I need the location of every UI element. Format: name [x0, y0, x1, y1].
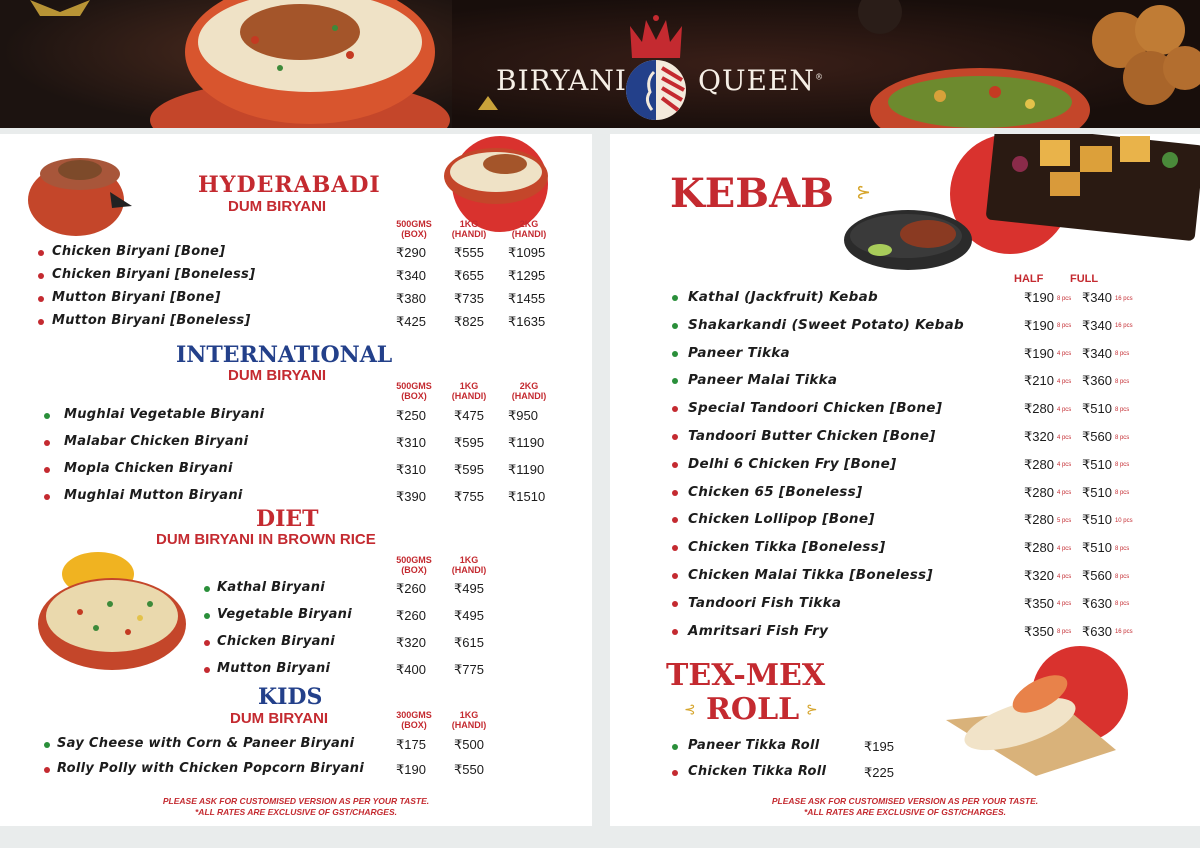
menu-item-price	[1082, 485, 1129, 501]
price-value: ₹350	[1024, 595, 1054, 611]
menu-item-price: ₹550	[454, 762, 484, 777]
piece-count: 4 pcs	[1056, 601, 1072, 608]
column-header-line: (HANDI)	[451, 229, 487, 239]
section-title-international: INTERNATIONAL	[176, 342, 393, 368]
nonveg-indicator-icon	[204, 640, 210, 646]
menu-item-price: ₹655	[454, 268, 484, 283]
section-title-diet: DIET	[256, 506, 319, 532]
menu-item-price: ₹1635	[508, 314, 546, 329]
menu-item-price: ₹225	[864, 765, 894, 780]
footnote-right	[610, 796, 1200, 818]
price-value: ₹340	[1082, 290, 1112, 305]
menu-item-price: ₹175	[396, 737, 426, 752]
piece-count: 5 pcs	[1056, 517, 1072, 524]
brand-name-right	[698, 64, 824, 97]
section-subtitle-international: DUM BIRYANI	[228, 367, 327, 384]
menu-item-name: Chicken Tikka [Boneless]	[688, 539, 886, 556]
column-header-line: 2KG	[519, 219, 539, 229]
menu-item[interactable]	[610, 595, 1200, 615]
right-food-images	[610, 134, 1200, 826]
menu-item-name: Chicken Biryani	[217, 634, 335, 649]
section-subtitle-hyderabadi: DUM BIRYANI	[228, 198, 327, 215]
footnote-left	[0, 796, 592, 818]
menu-item-price	[1024, 457, 1071, 473]
menu-item-price: ₹1190	[508, 435, 545, 450]
piece-count: 8 pcs	[1114, 378, 1130, 385]
piece-count: 8 pcs	[1114, 545, 1130, 552]
column-header	[389, 219, 439, 239]
menu-item-price: ₹950	[508, 408, 538, 423]
brand-name-left: BIRYANI	[496, 64, 627, 97]
nonveg-indicator-icon	[672, 434, 678, 440]
menu-item-price: ₹400	[396, 662, 426, 677]
menu-item-price: ₹1190	[508, 462, 545, 477]
menu-item-name: Paneer Tikka Roll	[688, 738, 820, 753]
menu-item-price: ₹260	[396, 608, 426, 623]
price-value: ₹280	[1024, 456, 1054, 472]
piece-count: 4 pcs	[1056, 573, 1072, 580]
menu-item-name: Amritsari Fish Fry	[688, 622, 829, 639]
menu-item[interactable]	[610, 623, 1200, 643]
menu-item-price: ₹1295	[508, 268, 546, 283]
menu-item-price: ₹595	[454, 462, 484, 477]
menu-item-price: ₹260	[396, 581, 426, 596]
menu-item-price	[1024, 401, 1071, 417]
veg-indicator-icon	[44, 413, 50, 419]
section-title-kids: KIDS	[258, 684, 323, 710]
menu-sheet-left	[0, 134, 592, 826]
menu-item-price	[1082, 346, 1129, 362]
menu-item-name: Tandoori Butter Chicken [Bone]	[688, 428, 936, 444]
menu-item-price: ₹495	[454, 581, 484, 596]
menu-item-name: Paneer Malai Tikka	[688, 372, 838, 389]
veg-indicator-icon	[204, 613, 210, 619]
price-value: ₹510	[1082, 401, 1112, 417]
nonveg-indicator-icon	[672, 406, 678, 412]
menu-item-price: ₹500	[454, 737, 484, 752]
nonveg-indicator-icon	[672, 770, 678, 776]
menu-item[interactable]	[0, 434, 592, 454]
menu-item[interactable]	[610, 764, 1200, 784]
menu-item-name: Mopla Chicken Biryani	[64, 461, 233, 476]
menu-item[interactable]	[0, 407, 592, 427]
footnote-gst: *ALL RATES ARE EXCLUSIVE OF GST/CHARGES.	[195, 807, 397, 817]
price-value: ₹190	[1024, 317, 1054, 333]
menu-item-name: Mughlai Vegetable Biryani	[64, 407, 265, 422]
menu-item-price	[1082, 457, 1129, 473]
menu-item-price: ₹1510	[508, 489, 546, 504]
piece-count: 8 pcs	[1056, 323, 1072, 330]
menu-item-price: ₹310	[396, 435, 426, 450]
nonveg-indicator-icon	[38, 273, 44, 279]
piece-count: 4 pcs	[1056, 406, 1072, 413]
menu-item-price	[1024, 429, 1071, 445]
price-value: ₹190	[1024, 345, 1054, 361]
price-value: ₹340	[1082, 317, 1112, 333]
menu-item[interactable]	[0, 634, 592, 654]
column-header-line: 1KG	[459, 381, 479, 391]
menu-item-price: ₹310	[396, 462, 426, 477]
price-value: ₹560	[1082, 568, 1112, 583]
menu-item[interactable]	[610, 317, 1200, 337]
menu-item[interactable]	[610, 567, 1200, 587]
menu-item-price: ₹615	[454, 635, 484, 650]
section-title-texmex-2: ROLL	[706, 692, 800, 727]
column-header-line: (HANDI)	[451, 391, 487, 401]
piece-count: 10 pcs	[1114, 517, 1133, 524]
menu-item-price	[1024, 568, 1071, 584]
veg-indicator-icon	[672, 323, 678, 329]
section-subtitle-kids: DUM BIRYANI	[230, 710, 329, 727]
menu-item[interactable]	[610, 289, 1200, 309]
menu-item-price: ₹595	[454, 435, 484, 450]
column-header-line: (HANDI)	[451, 565, 487, 575]
menu-item-name: Chicken Malai Tikka [Boneless]	[688, 567, 933, 583]
menu-item-price	[1082, 318, 1133, 334]
menu-item[interactable]	[610, 456, 1200, 476]
piece-count: 8 pcs	[1114, 490, 1130, 497]
menu-item[interactable]	[0, 290, 592, 310]
piece-count: 16 pcs	[1114, 629, 1133, 636]
piece-count: 8 pcs	[1114, 462, 1130, 469]
veg-indicator-icon	[672, 295, 678, 301]
menu-item[interactable]	[0, 736, 592, 756]
section-title-hyderabadi: HYDERABADI	[198, 172, 381, 198]
section-subtitle-diet: DUM BIRYANI IN BROWN RICE	[156, 531, 376, 548]
column-header-line: 500GMS	[396, 381, 432, 391]
menu-item-price	[1082, 290, 1133, 306]
menu-item-price	[1082, 624, 1133, 640]
nonveg-indicator-icon	[44, 440, 50, 446]
column-header	[504, 381, 554, 401]
menu-item-price	[1082, 568, 1129, 584]
nonveg-indicator-icon	[38, 250, 44, 256]
column-header-line: (BOX)	[401, 391, 427, 401]
menu-item-price: ₹320	[396, 635, 426, 650]
footnote-gst: *ALL RATES ARE EXCLUSIVE OF GST/CHARGES.	[804, 807, 1006, 817]
registered-mark: ®	[814, 72, 824, 82]
price-value: ₹630	[1082, 623, 1112, 639]
nonveg-indicator-icon	[38, 319, 44, 325]
menu-item-price: ₹775	[454, 662, 484, 677]
flourish-right-icon: ⊱	[806, 702, 818, 718]
nonveg-indicator-icon	[672, 462, 678, 468]
piece-count: 8 pcs	[1114, 601, 1130, 608]
menu-item-name: Shakarkandi (Sweet Potato) Kebab	[688, 316, 964, 333]
menu-item-price: ₹475	[454, 408, 484, 423]
column-header-line: 2KG	[519, 381, 539, 391]
nonveg-indicator-icon	[672, 517, 678, 523]
menu-item-name: Kathal (Jackfruit) Kebab	[688, 289, 878, 305]
menu-item-name: Special Tandoori Chicken [Bone]	[688, 400, 943, 417]
menu-item-price	[1024, 318, 1071, 334]
menu-item-price	[1082, 429, 1129, 445]
piece-count: 8 pcs	[1114, 573, 1130, 580]
piece-count: 8 pcs	[1114, 434, 1130, 441]
menu-item[interactable]	[610, 400, 1200, 420]
menu-item-price: ₹495	[454, 608, 484, 623]
menu-item-price: ₹425	[396, 314, 426, 329]
piece-count: 4 pcs	[1056, 462, 1072, 469]
nonveg-indicator-icon	[672, 490, 678, 496]
menu-item-price: ₹1455	[508, 291, 546, 306]
piece-count: 8 pcs	[1114, 406, 1130, 413]
nonveg-indicator-icon	[672, 629, 678, 635]
menu-item-name: Mughlai Mutton Biryani	[64, 488, 243, 503]
menu-item-price: ₹195	[864, 739, 894, 754]
menu-item[interactable]	[0, 580, 592, 600]
column-header-line: (BOX)	[401, 565, 427, 575]
column-header: FULL	[1070, 273, 1099, 285]
menu-item-price: ₹380	[396, 291, 426, 306]
menu-item-name: Kathal Biryani	[217, 580, 326, 595]
column-header-line: 500GMS	[396, 555, 432, 565]
menu-item-name: Chicken Biryani [Boneless]	[52, 267, 256, 282]
piece-count: 8 pcs	[1114, 351, 1130, 358]
price-value: ₹340	[1082, 345, 1112, 361]
piece-count: 4 pcs	[1056, 378, 1072, 385]
piece-count: 8 pcs	[1056, 295, 1072, 302]
nonveg-indicator-icon	[672, 601, 678, 607]
menu-item[interactable]	[0, 661, 592, 681]
flourish-icon: ⊱	[856, 182, 872, 203]
price-value: ₹510	[1082, 456, 1112, 472]
veg-indicator-icon	[672, 351, 678, 357]
menu-sheet-right	[610, 134, 1200, 826]
bottom-margin	[0, 826, 1200, 848]
column-header-line: 1KG	[459, 710, 479, 720]
menu-item-name: Chicken Biryani [Bone]	[52, 244, 226, 259]
menu-item-price: ₹1095	[508, 245, 546, 260]
column-header	[389, 381, 439, 401]
veg-indicator-icon	[672, 378, 678, 384]
menu-item-price: ₹190	[396, 762, 426, 777]
menu-item-price	[1024, 485, 1071, 501]
veg-indicator-icon	[672, 744, 678, 750]
menu-item-price: ₹390	[396, 489, 426, 504]
column-header-line: (HANDI)	[511, 229, 547, 239]
piece-count: 4 pcs	[1056, 351, 1072, 358]
piece-count: 4 pcs	[1056, 545, 1072, 552]
menu-item-price: ₹735	[454, 291, 484, 306]
veg-indicator-icon	[204, 586, 210, 592]
menu-item-price	[1024, 346, 1071, 362]
nonveg-indicator-icon	[672, 545, 678, 551]
price-value: ₹280	[1024, 512, 1054, 528]
menu-item-name: Mutton Biryani [Bone]	[52, 290, 221, 305]
menu-item-name: Tandoori Fish Tikka	[688, 594, 842, 611]
menu-item-name: Paneer Tikka	[688, 344, 790, 361]
menu-item[interactable]	[610, 372, 1200, 392]
menu-item[interactable]	[610, 511, 1200, 531]
column-header	[444, 219, 494, 239]
brand-crest-logo	[624, 14, 688, 122]
menu-item-price: ₹825	[454, 314, 484, 329]
menu-item-price: ₹290	[396, 245, 426, 260]
price-value: ₹320	[1024, 429, 1054, 444]
column-header-line: (HANDI)	[511, 391, 547, 401]
menu-item[interactable]	[610, 428, 1200, 448]
piece-count: 8 pcs	[1056, 629, 1072, 636]
nonveg-indicator-icon	[204, 667, 210, 673]
footnote-customise: PLEASE ASK FOR CUSTOMISED VERSION AS PER YOUR TASTE.	[162, 796, 430, 806]
header-banner	[0, 0, 1200, 128]
column-header	[504, 219, 554, 239]
menu-item-price	[1024, 373, 1071, 389]
menu-item[interactable]	[0, 313, 592, 333]
menu-item-price	[1024, 596, 1071, 612]
menu-item-price: ₹340	[396, 268, 426, 283]
price-value: ₹350	[1024, 623, 1054, 639]
menu-item-price	[1024, 624, 1071, 640]
piece-count: 4 pcs	[1056, 434, 1072, 441]
flourish-left-icon: ⊰	[684, 702, 696, 718]
menu-item-price: ₹250	[396, 408, 426, 423]
menu-item-price	[1082, 596, 1129, 612]
menu-item-price: ₹555	[454, 245, 484, 260]
price-value: ₹280	[1024, 401, 1054, 417]
menu-item[interactable]	[0, 488, 592, 508]
menu-item[interactable]	[610, 345, 1200, 365]
menu-item-name: Say Cheese with Corn & Paneer Biryani	[57, 736, 355, 751]
menu-item-price: ₹755	[454, 489, 484, 504]
price-value: ₹510	[1082, 540, 1112, 556]
section-title-texmex-1: TEX-MEX	[666, 658, 826, 693]
menu-item-name: Delhi 6 Chicken Fry [Bone]	[688, 455, 897, 472]
menu-item-price	[1024, 512, 1071, 528]
menu-item-name: Chicken 65 [Boneless]	[688, 483, 863, 500]
menu-item[interactable]	[0, 461, 592, 481]
column-header	[444, 555, 494, 575]
piece-count: 16 pcs	[1114, 323, 1133, 330]
column-header-line: (HANDI)	[451, 720, 487, 730]
column-header-line: 300GMS	[396, 710, 432, 720]
column-header	[444, 710, 494, 730]
column-header-line: 1KG	[459, 219, 479, 229]
nonveg-indicator-icon	[44, 467, 50, 473]
menu-item-price	[1082, 540, 1129, 556]
menu-item-price	[1024, 540, 1071, 556]
price-value: ₹360	[1082, 373, 1112, 389]
nonveg-indicator-icon	[44, 767, 50, 773]
price-value: ₹510	[1082, 512, 1112, 528]
menu-item[interactable]	[610, 539, 1200, 559]
price-value: ₹510	[1082, 484, 1112, 500]
price-value: ₹190	[1024, 290, 1054, 305]
section-title-kebab: KEBAB	[670, 170, 834, 217]
price-value: ₹280	[1024, 484, 1054, 500]
column-header	[389, 555, 439, 575]
piece-count: 16 pcs	[1114, 295, 1133, 302]
column-header	[444, 381, 494, 401]
menu-item[interactable]	[0, 267, 592, 287]
column-header-line: 500GMS	[396, 219, 432, 229]
menu-item-name: Vegetable Biryani	[217, 607, 352, 622]
menu-item-price	[1082, 401, 1129, 417]
price-value: ₹320	[1024, 568, 1054, 583]
menu-item-name: Chicken Tikka Roll	[688, 764, 827, 779]
menu-item-price	[1082, 373, 1129, 389]
column-header-line: (BOX)	[401, 720, 427, 730]
nonveg-indicator-icon	[672, 573, 678, 579]
menu-item[interactable]	[610, 738, 1200, 758]
column-header: HALF	[1014, 273, 1044, 285]
price-value: ₹630	[1082, 595, 1112, 611]
menu-item[interactable]	[0, 607, 592, 627]
price-value: ₹280	[1024, 540, 1054, 556]
menu-item-price	[1082, 512, 1133, 528]
menu-item-name: Mutton Biryani [Boneless]	[52, 313, 251, 328]
menu-item-name: Malabar Chicken Biryani	[64, 434, 249, 449]
price-value: ₹560	[1082, 429, 1112, 444]
piece-count: 4 pcs	[1056, 490, 1072, 497]
menu-item-name: Chicken Lollipop [Bone]	[688, 511, 875, 528]
menu-item-name: Mutton Biryani	[217, 661, 331, 676]
column-header	[389, 710, 439, 730]
nonveg-indicator-icon	[44, 494, 50, 500]
veg-indicator-icon	[44, 742, 50, 748]
brand-name-right-text: QUEEN	[698, 64, 815, 97]
menu-item[interactable]	[610, 484, 1200, 504]
menu-item-name: Rolly Polly with Chicken Popcorn Biryani	[57, 761, 365, 776]
menu-item-price	[1024, 290, 1071, 306]
nonveg-indicator-icon	[38, 296, 44, 302]
menu-item[interactable]	[0, 244, 592, 264]
menu-item[interactable]	[0, 761, 592, 781]
column-header-line: (BOX)	[401, 229, 427, 239]
column-header-line: 1KG	[459, 555, 479, 565]
price-value: ₹210	[1024, 373, 1054, 389]
footnote-customise: PLEASE ASK FOR CUSTOMISED VERSION AS PER YOUR TASTE.	[771, 796, 1039, 806]
